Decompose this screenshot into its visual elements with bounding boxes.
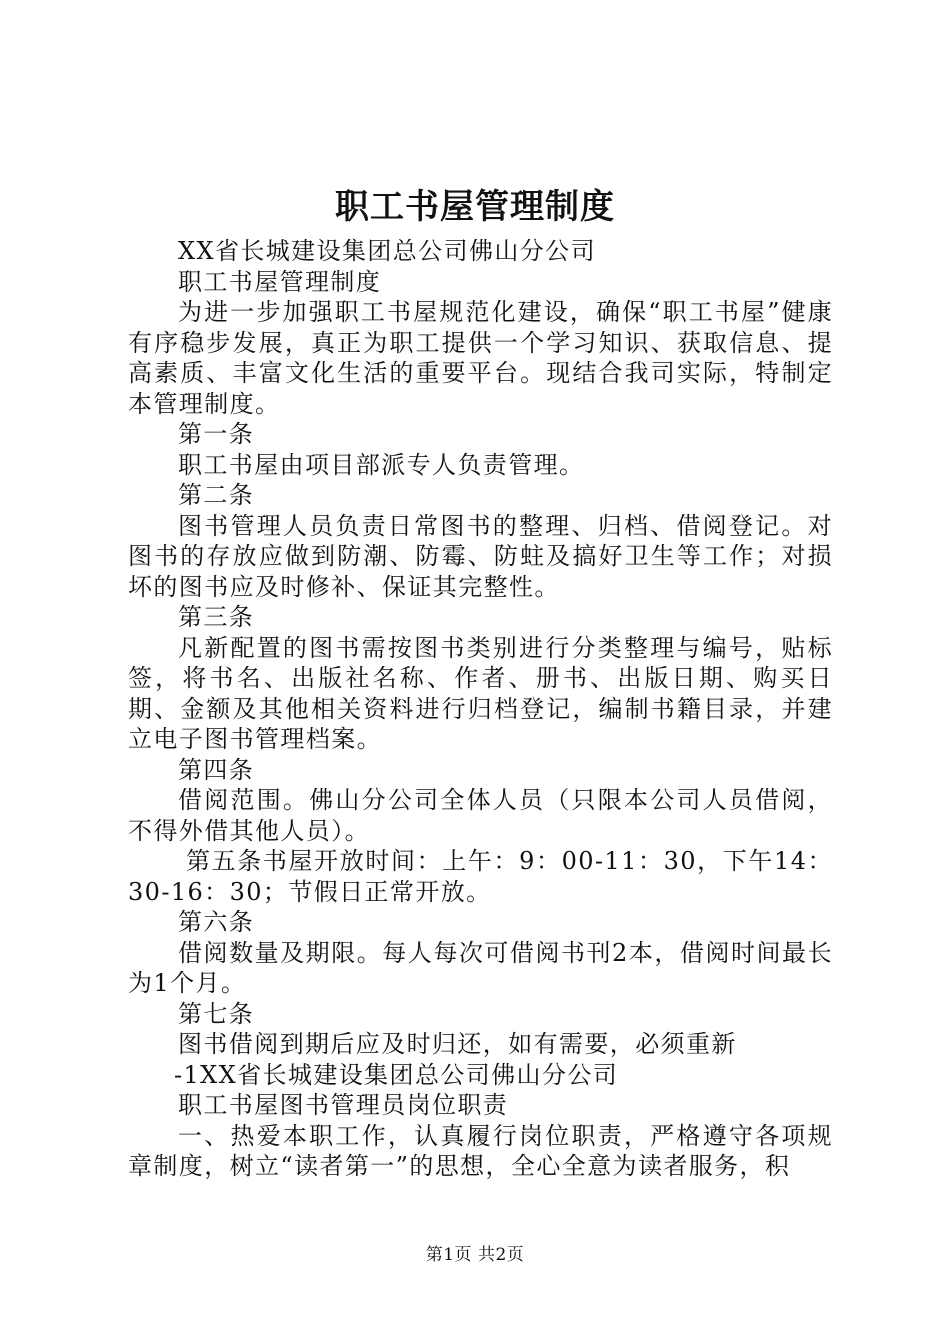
article-heading-6: 第六条 — [178, 908, 255, 936]
company-name: XX省长城建设集团总公司佛山分公司 — [178, 237, 596, 265]
article-heading-1: 第一条 — [178, 420, 255, 448]
duties-item-1: 一、热爱本职工作，认真履行岗位职责，严格遵守各项规章制度，树立“读者第一”的思想，全心全意为读者服务，积 — [128, 1121, 833, 1180]
article-text-3: 凡新配置的图书需按图书类别进行分类整理与编号，贴标签，将书名、出版社名称、作者、册书、出版日期、购买日期、金额及其他相关资料进行归档登记，编制书籍目录，并建立电子图书管理档案。 — [128, 633, 833, 753]
article-text-6: 借阅数量及期限。每人每次可借阅书刊2本，借阅时间最长为1个月。 — [128, 938, 833, 997]
intro-paragraph: 为进一步加强职工书屋规范化建设，确保“职工书屋”健康有序稳步发展，真正为职工提供一个学习知识、获取信息、提高素质、丰富文化生活的重要平台。现结合我司实际，特制定本管理制度。 — [128, 298, 833, 418]
article-heading-4: 第四条 — [178, 755, 255, 784]
article-text-1: 职工书屋由项目部派专人负责管理。 — [178, 450, 585, 479]
section-heading: 职工书屋管理制度 — [178, 267, 382, 296]
duties-heading: 职工书屋图书管理员岗位职责 — [178, 1091, 509, 1119]
article-text-2: 图书管理人员负责日常图书的整理、归档、借阅登记。对图书的存放应做到防潮、防霉、防蛀及搞好卫生等工作；对损坏的图书应及时修补、保证其完整性。 — [128, 511, 833, 601]
article-heading-2: 第二条 — [178, 481, 255, 509]
document-body — [128, 236, 833, 1182]
article-5: 第五条书屋开放时间：上午：9：00-11：30，下午14：30-16：30；节假日正常开放。 — [128, 847, 833, 906]
page-break-company-line: -1XX省长城建设集团总公司佛山分公司 — [174, 1060, 619, 1089]
article-text-4: 借阅范围。佛山分公司全体人员（只限本公司人员借阅，不得外借其他人员）。 — [128, 786, 833, 845]
article-heading-7: 第七条 — [178, 999, 255, 1028]
document-title: 职工书屋管理制度 — [335, 187, 615, 227]
page-footer: 第1页 共2页 — [425, 1245, 525, 1265]
article-text-7: 图书借阅到期后应及时归还，如有需要，必须重新 — [178, 1030, 737, 1058]
article-heading-3: 第三条 — [178, 603, 255, 631]
